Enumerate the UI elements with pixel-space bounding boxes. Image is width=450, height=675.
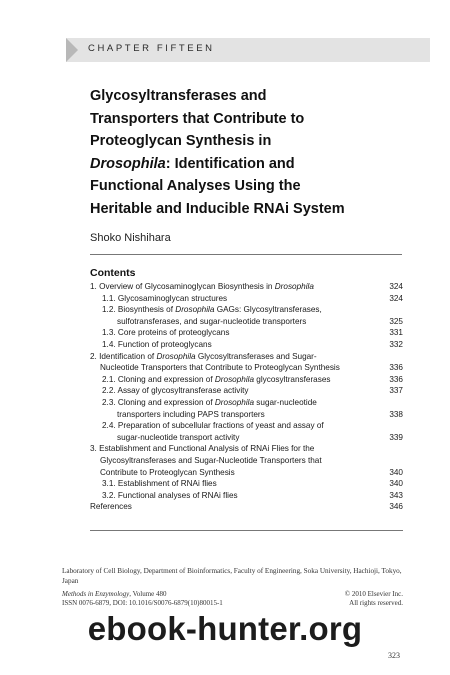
- toc-text: sugar-nucleotide: [254, 397, 317, 407]
- toc-entry[interactable]: [90, 293, 403, 305]
- toc-page-number: 324: [389, 293, 403, 303]
- toc-page-number: 338: [389, 409, 403, 419]
- toc-entry-title: 1.3. Core proteins of proteoglycans: [102, 328, 230, 338]
- toc-entry-title: [90, 281, 403, 293]
- toc-entry[interactable]: [90, 397, 403, 420]
- toc-page-number: 331: [389, 328, 403, 338]
- publication-row: [62, 590, 403, 599]
- toc-entry-continuation: transporters including PAPS transporters: [117, 409, 265, 419]
- affiliation-footnote: Laboratory of Cell Biology, Department of Bioinformatics, Faculty of Engineering, Soka University, Hachioji, Tokyo, Japan: [62, 567, 402, 585]
- toc-italic: Drosophila: [274, 282, 314, 291]
- watermark-text: ebook-hunter.org: [87, 610, 363, 647]
- toc-entry[interactable]: [90, 478, 403, 490]
- toc-entry-title: 2.2. Assay of glycosyltransferase activity: [102, 386, 249, 396]
- toc-entry[interactable]: [90, 490, 403, 502]
- toc-text: 1. Overview of Glycosaminoglycan Biosynthesis in: [90, 282, 275, 291]
- divider: [90, 530, 403, 531]
- toc-text: 2.1. Cloning and expression of: [102, 374, 215, 384]
- publication-row: [62, 599, 403, 608]
- toc-entry-title: 2.4. Preparation of subcellular fractions of yeast and assay of: [102, 421, 324, 431]
- title-line: Glycosyltransferases and: [90, 88, 267, 104]
- toc-entry-title: [102, 397, 403, 409]
- toc-page-number: 343: [389, 490, 403, 500]
- toc-entry[interactable]: [90, 374, 403, 386]
- title-line: Proteoglycan Synthesis in: [90, 133, 272, 150]
- toc-italic: Drosophila: [175, 305, 215, 315]
- rights-notice: All rights reserved.: [349, 599, 403, 607]
- toc-entry-title: 1.4. Function of proteoglycans: [102, 339, 212, 349]
- toc-entry-title: 3. Establishment and Functional Analysis of RNAi Flies for the: [90, 444, 315, 454]
- toc-entry-title: 3.1. Establishment of RNAi flies: [102, 479, 217, 489]
- divider: [90, 254, 402, 255]
- toc-entry-continuation: Nucleotide Transporters that Contribute to Proteoglycan Synthesis: [100, 363, 340, 373]
- toc-text: glycosyltransferases: [254, 374, 331, 384]
- journal-name: Methods in Enzymology: [62, 590, 130, 598]
- toc-entry[interactable]: [90, 339, 403, 351]
- toc-page-number: 337: [389, 386, 403, 396]
- toc-entry-title: [90, 351, 403, 363]
- toc-entry[interactable]: [90, 385, 403, 397]
- journal-citation: [62, 590, 167, 599]
- chapter-arrow-icon: [66, 38, 78, 62]
- toc-page-number: 332: [389, 339, 403, 349]
- toc-entry-title: [102, 304, 403, 316]
- toc-page-number: 325: [389, 316, 403, 326]
- toc-entry-continuation: sulfotransferases, and sugar-nucleotide transporters: [117, 316, 307, 326]
- toc-text: 1.2. Biosynthesis of: [102, 305, 176, 315]
- toc-page-number: 339: [389, 432, 403, 442]
- toc-italic: Drosophila: [214, 397, 255, 407]
- toc-page-number: 340: [389, 479, 403, 489]
- issn-doi: ISSN 0076-6879, DOI: 10.1016/S0076-6879(10)80015-1: [62, 599, 223, 607]
- table-of-contents: [90, 281, 403, 513]
- toc-italic: Drosophila: [214, 374, 255, 384]
- toc-entry-title: [102, 374, 403, 386]
- toc-entry[interactable]: [90, 327, 403, 339]
- title-line: [90, 153, 435, 176]
- toc-page-number: 336: [389, 363, 403, 373]
- toc-text: 2.3. Cloning and expression of: [102, 397, 215, 407]
- author-name: Shoko Nishihara: [90, 232, 171, 244]
- toc-page-number: 346: [389, 502, 403, 512]
- toc-entry-continuation: Contribute to Proteoglycan Synthesis: [100, 467, 235, 477]
- title-line: Transporters that Contribute to: [90, 110, 305, 127]
- toc-page-number: 340: [389, 467, 403, 477]
- toc-entry[interactable]: [90, 304, 403, 327]
- toc-entry-title: References: [90, 502, 132, 512]
- toc-entry-continuation: Glycosyltransferases and Sugar-Nucleotide Transporters that: [100, 455, 322, 465]
- toc-entry[interactable]: [90, 281, 403, 293]
- title-italic-term: Drosophila: [90, 155, 166, 172]
- toc-entry-title: 1.1. Glycosaminoglycan structures: [102, 293, 228, 303]
- toc-entry-continuation: sugar-nucleotide transport activity: [117, 432, 240, 442]
- chapter-title: [90, 85, 435, 221]
- publication-info: [62, 590, 403, 608]
- page-number: 323: [388, 651, 400, 660]
- contents-heading: Contents: [90, 267, 136, 279]
- title-line: Heritable and Inducible RNAi System: [90, 200, 345, 217]
- toc-entry-title: 3.2. Functional analyses of RNAi flies: [102, 490, 238, 500]
- copyright-notice: © 2010 Elsevier Inc.: [344, 590, 403, 598]
- toc-text: 2. Identification of: [90, 351, 157, 361]
- toc-italic: Drosophila: [156, 351, 196, 361]
- toc-entry[interactable]: [90, 420, 403, 443]
- journal-volume: , Volume 480: [129, 590, 167, 598]
- title-line-rest: : Identification and: [165, 155, 295, 172]
- toc-entry[interactable]: [90, 351, 403, 374]
- toc-page-number: 336: [389, 374, 403, 384]
- toc-text: GAGs: Glycosyltransferases,: [214, 305, 322, 315]
- toc-entry[interactable]: [90, 443, 403, 478]
- title-line: Functional Analyses Using the: [90, 178, 301, 195]
- toc-entry[interactable]: [90, 501, 403, 513]
- chapter-label: CHAPTER FIFTEEN: [88, 43, 215, 54]
- toc-text: Glycosyltransferases and Sugar-: [195, 351, 317, 361]
- toc-page-number: 324: [389, 282, 403, 291]
